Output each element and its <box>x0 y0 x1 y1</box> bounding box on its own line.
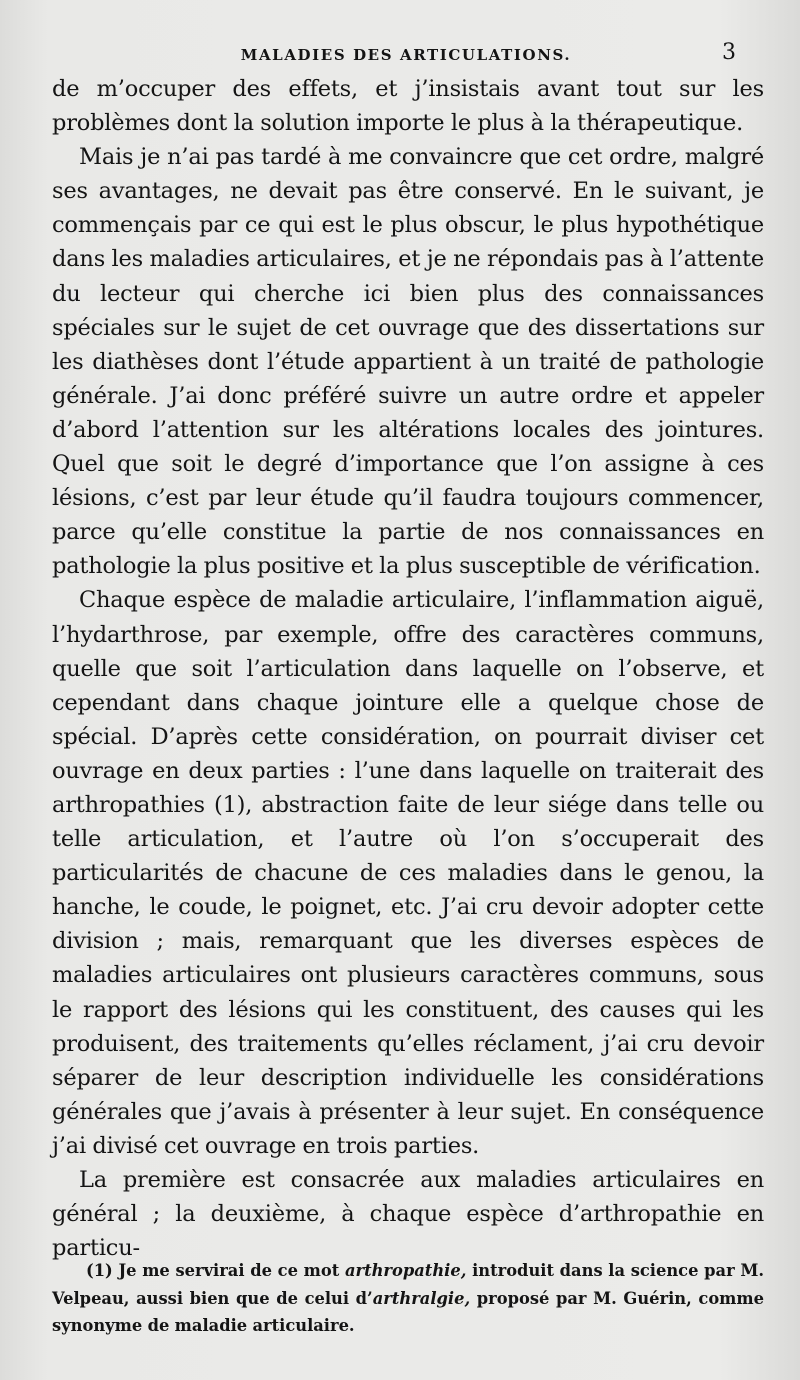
footnote-marker: (1) <box>86 1261 113 1280</box>
footnotes <box>52 1257 764 1340</box>
running-title: MALADIES DES ARTICULATIONS. <box>240 46 572 64</box>
paragraph-division: Chaque espèce de maladie articulaire, l’inflammation aiguë, l’hydarthrose, par exemple, offre des caractères communs, quelle que soit l’articulation dans laquelle on l’observe, et cependant dans chaque jointure elle a quelque chose de spécial. D’après cette considération, on pourrait diviser cet ouvrage en deux parties : l’une dans laquelle on traiterait des arthropathies (1), abstraction faite de leur siége dans telle ou telle articulation, et l’autre où l’on s’occuperait des particularités de chacune de ces maladies dans le genou, la hanche, le coude, le poignet, etc. J’ai cru devoir adopter cette division ; mais, remarquant que les diverses espèces de maladies articulaires ont plusieurs caractères communs, sous le rapport des lésions qui les constituent, des causes qui les produisent, des traitements qu’elles réclament, j’ai cru devoir séparer de leur description individuelle les considérations générales que j’avais à présenter à leur sujet. En conséquence j’ai divisé cet ouvrage en trois parties. <box>52 587 764 1159</box>
paragraph-order-change: Mais je n’ai pas tardé à me convaincre que cet ordre, malgré ses avantages, ne devait pas être conservé. En le suivant, je commençais par ce qui est le plus obscur, le plus hypothétique dans les maladies articulaires, et je ne répondais pas à l’attente du lecteur qui cherche ici bien plus des connaissances spéciales sur le sujet de cet ouvrage que des dissertations sur les diathèses dont l’étude appartient à un traité de pathologie générale. J’ai donc préféré suivre un autre ordre et appeler d’abord l’attention sur les altérations locales des jointures. Quel que soit le degré d’importance que l’on assigne à ces lésions, c’est par leur étude qu’il faudra toujours commencer, parce qu’elle constitue la partie de nos connaissances en pathologie la plus positive et la plus susceptible de vérification. <box>52 144 764 580</box>
page-number: 3 <box>722 40 736 65</box>
running-head <box>52 38 760 72</box>
paragraph-continuation: de m’occuper des effets, et j’insistais avant tout sur les problèmes dont la solution importe le plus à la thérapeutique. <box>52 76 764 137</box>
footnote-text: proposé par M. Guérin, comme synonyme de maladie articulaire. <box>52 1288 764 1335</box>
footnote-term-arthralgie: arthralgie, <box>372 1288 471 1308</box>
footnote <box>52 1257 764 1340</box>
footnote-term-arthropathie: arthropathie, <box>344 1261 467 1280</box>
body-text <box>52 72 764 1265</box>
paragraph-parts: La première est consacrée aux maladies articulaires en général ; la deuxième, à chaque espèce d’arthropathie en particu- <box>52 1167 764 1262</box>
footnote-text: Je me servirai de ce mot <box>118 1261 340 1280</box>
footnote-text: introduit dans la science par M. Velpeau, aussi bien que de celui d’ <box>52 1261 765 1308</box>
